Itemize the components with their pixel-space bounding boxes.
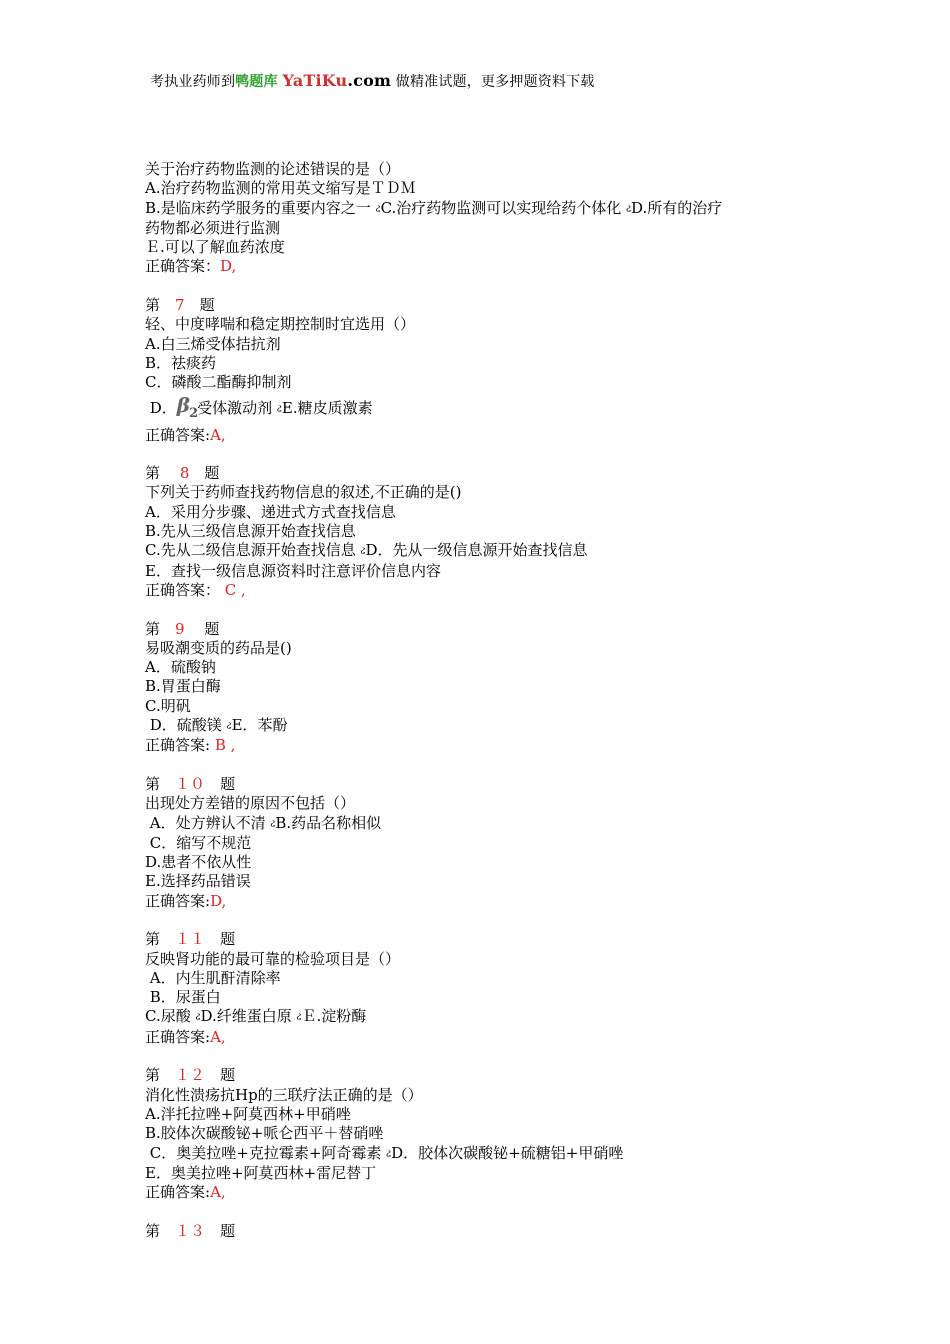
- option-line: [145, 716, 825, 736]
- answer-label: 正确答案：: [145, 257, 221, 276]
- separator-mark-icon: ઢ: [270, 818, 276, 830]
- question-number: 第 １３ 题: [145, 1221, 236, 1240]
- option-line: [145, 1144, 825, 1164]
- separator-mark-icon: ઢ: [360, 546, 366, 558]
- option-e: E.糖皮质激素: [281, 398, 373, 417]
- question-number: 第 8 题: [145, 464, 220, 483]
- question-number: 第 １２ 题: [145, 1066, 236, 1085]
- option-d-continued: 药物都必须进行监测: [145, 218, 281, 237]
- answer-label: 正确答案:: [145, 1183, 211, 1202]
- answer-line: [145, 736, 825, 755]
- option-c: C.先从二级信息源开始查找信息: [145, 541, 356, 560]
- separator-mark-icon: ઢ: [296, 1012, 302, 1024]
- option-d: D.纤维蛋白原: [200, 1007, 292, 1026]
- option-line: [145, 814, 825, 834]
- option-d-prefix: D．: [145, 398, 177, 417]
- question-13: [145, 1222, 825, 1241]
- option-e: E．查找一级信息源资料时注意评价信息内容: [145, 561, 441, 580]
- question-12: [145, 1066, 825, 1202]
- brand-name-cn: 鸭题库: [235, 74, 278, 90]
- separator-mark-icon: ઢ: [195, 1012, 201, 1024]
- option-a: A．采用分步骤、递进式方式查找信息: [145, 502, 396, 521]
- answer-line: [145, 892, 825, 911]
- question-number: 第 9 题: [145, 619, 220, 638]
- option-e: Ｅ.淀粉酶: [301, 1007, 367, 1026]
- question-11: [145, 930, 825, 1047]
- question-stem: 反映肾功能的最可靠的检验项目是（）: [145, 949, 401, 968]
- separator-mark-icon: ઢ: [626, 203, 632, 215]
- question-stem: 关于治疗药物监测的论述错误的是（）: [145, 160, 401, 178]
- separator-mark-icon: ઢ: [276, 403, 282, 415]
- option-b: B.是临床药学服务的重要内容之一: [145, 198, 371, 217]
- answer-value: C ,: [220, 580, 246, 599]
- option-a: A.治疗药物监测的常用英文缩写是ＴＤＭ: [145, 179, 416, 198]
- question-stem: 易吸潮变质的药品是(): [145, 638, 292, 657]
- answer-line: [145, 257, 825, 276]
- option-a: A.白三烯受体拮抗剂: [145, 334, 281, 353]
- separator-mark-icon: ઢ: [386, 1148, 392, 1160]
- option-line: [145, 393, 825, 426]
- option-b: B.胃蛋白酶: [145, 677, 221, 696]
- question-8: [145, 464, 825, 600]
- answer-label: 正确答案:: [145, 1027, 211, 1046]
- question-number: 第 １１ 题: [145, 930, 236, 949]
- option-line: [145, 1007, 825, 1027]
- answer-value: B ,: [210, 736, 236, 755]
- option-b: B.胶体次碳酸铋+哌仑西平＋替硝唑: [145, 1124, 384, 1143]
- option-c: C．缩写不规范: [145, 833, 252, 852]
- brand-domain: .com: [347, 71, 392, 90]
- brand-name-en: YaTiKu: [282, 71, 348, 90]
- answer-line: [145, 1183, 825, 1202]
- option-a: A.泮托拉唑+阿莫西林+甲硝唑: [145, 1104, 351, 1123]
- option-e: E．苯酚: [231, 716, 288, 735]
- answer-line: [145, 426, 825, 445]
- option-d: D.患者不依从性: [145, 853, 252, 872]
- page-header: [150, 71, 595, 91]
- header-prefix: 考执业药师到: [150, 74, 236, 90]
- question-list: [145, 160, 825, 1241]
- answer-label: 正确答案:: [145, 891, 211, 910]
- option-c: C．磷酸二酯酶抑制剂: [145, 373, 292, 392]
- answer-label: 正确答案:: [145, 736, 211, 755]
- beta-symbol-icon: $\beta_2$: [176, 392, 198, 421]
- option-d: D．硫酸镁: [145, 716, 222, 735]
- option-d: D．胶体次碳酸铋+硫糖铝+甲硝唑: [391, 1143, 624, 1162]
- option-c: C．奥美拉唑+克拉霉素+阿奇霉素: [145, 1143, 382, 1162]
- answer-value: D,: [210, 891, 227, 910]
- answer-line: [145, 581, 825, 600]
- option-e: E．奥美拉唑+阿莫西林+雷尼替丁: [145, 1163, 377, 1182]
- option-c: C.治疗药物监测可以实现给药个体化: [380, 198, 622, 217]
- question-9: [145, 620, 825, 756]
- question-stem: 消化性溃疡抗Hp的三联疗法正确的是（）: [145, 1085, 423, 1104]
- answer-value: A,: [210, 425, 226, 444]
- separator-mark-icon: ઢ: [226, 721, 232, 733]
- answer-value: D,: [220, 257, 237, 276]
- option-b: B.药品名称相似: [275, 813, 382, 832]
- question-number: 第 １０ 题: [145, 774, 236, 793]
- option-line: [145, 199, 825, 219]
- option-a: A．硫酸钠: [145, 658, 216, 677]
- option-a: A．内生肌酐清除率: [145, 968, 281, 987]
- question-stem: 下列关于药师查找药物信息的叙述,不正确的是(): [145, 483, 462, 502]
- option-d: D．先从一级信息源开始查找信息: [365, 541, 588, 560]
- option-e: E.选择药品错误: [145, 872, 251, 891]
- header-suffix: 做精准试题，更多押题资料下载: [395, 74, 595, 90]
- answer-label: 正确答案:: [145, 425, 211, 444]
- option-b: B．祛痰药: [145, 353, 217, 372]
- question-10: [145, 775, 825, 911]
- answer-line: [145, 1028, 825, 1047]
- question-stem: 轻、中度哮喘和稳定期控制时宜选用（）: [145, 315, 416, 334]
- option-a: A．处方辨认不清: [145, 813, 266, 832]
- answer-value: A,: [210, 1027, 226, 1046]
- question-stem: 出现处方差错的原因不包括（）: [145, 794, 356, 813]
- option-line: [145, 541, 825, 561]
- option-c: C.明矾: [145, 696, 191, 715]
- option-c: C.尿酸: [145, 1007, 191, 1026]
- answer-label: 正确答案：: [145, 580, 221, 599]
- question-6: [145, 160, 825, 277]
- question-number: 第 7 题: [145, 296, 215, 315]
- separator-mark-icon: ઢ: [375, 203, 381, 215]
- option-b: B.先从三级信息源开始查找信息: [145, 522, 356, 541]
- option-d: 受体激动剂: [197, 398, 273, 417]
- option-b: B．尿蛋白: [145, 988, 221, 1007]
- answer-value: A,: [210, 1183, 226, 1202]
- option-d: D.所有的治疗: [631, 198, 723, 217]
- question-7: [145, 296, 825, 445]
- option-e: Ｅ.可以了解血药浓度: [145, 238, 285, 257]
